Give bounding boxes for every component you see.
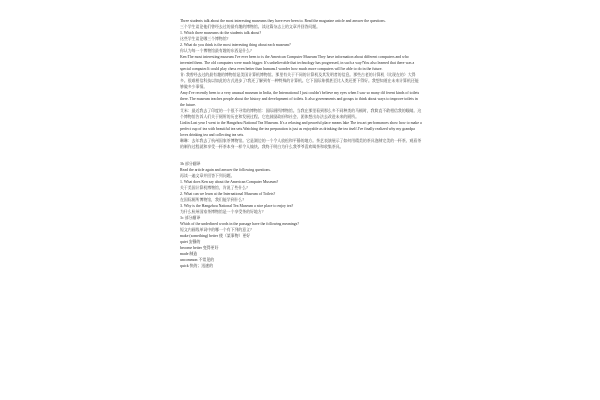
part2-question-3-cn: 为什么杭州国家茶博物馆是一个享受茶的好地方? bbox=[180, 210, 264, 214]
question-2-en: 2. What do you think is the most interesting thing about each museum? bbox=[180, 43, 291, 47]
document-body bbox=[180, 18, 422, 269]
instructions-2-cn: 短文内画线单词中的哪一个有下列的意义? bbox=[180, 228, 252, 232]
part2-question-1-cn: 关于美国计算机博物馆，肯说了些什么? bbox=[180, 186, 248, 190]
amy-paragraph-en: Amy:I've recently been to a very unusual museum in India, the International I just couldn't believe my eyes when I saw so many dif ferent kinds of toilets there. The museum teaches people about the history and development of toilets. It also governments and groups to think about ways to improve toilets in the future. bbox=[180, 91, 420, 107]
question-1-cn: 这些学生谈论哪三个博物馆? bbox=[180, 37, 229, 41]
part2-question-2-cn: 在国际厕所博物馆，我们能学到什么? bbox=[180, 198, 244, 202]
intro-cn: 三个学生谈论他们曾经去过的最有趣的博物馆。读这篇杂志上的文章并回答问题。 bbox=[180, 25, 321, 29]
question-1-en: 1. Which three museums do the students talk about? bbox=[180, 31, 262, 35]
vocab-item: make (something) better 使（某事物）更好 bbox=[180, 234, 251, 238]
section-heading-3b: 3b 部分翻译 bbox=[180, 162, 201, 166]
question-2-cn: 你认为每一个博物馆最有趣的东西是什么? bbox=[180, 49, 252, 53]
amy-paragraph-cn: 艾米：最近我去了印度的一个很不寻常的博物馆：国际厕所博物馆。当我在那里看到那么多不同种类的马桶时，我简直不敢相信我的眼睛。这个博物馆告诉人们关于厕所的历史和发展过程。它也鼓励政府和社会、团体想出办法去改进未来的厕所。 bbox=[180, 109, 422, 119]
vocab-item: made 制造 bbox=[180, 252, 198, 256]
ken-paragraph-cn: 肯: 我曾经去过的最有趣的博物馆是美国计算机博物馆。那里有关于不同的计算机及其发明者的信息。那些古老的计算机（比现在的）大得多。很难相信科技以如此的方式进步了!我还了解到有一种特殊的计算机。它下国际象棋甚至比人类还要下得好。我想知道在未来计算机还能够做多少事情。 bbox=[180, 73, 419, 89]
instructions-2-en: Which of the underlined words in the passage have the following meanings? bbox=[180, 222, 299, 226]
vocab-item: quick 快的；迅速的 bbox=[180, 264, 213, 268]
linlin-paragraph-en: Linlin:Last year I went to the Hangzhou National Tea Museum. It's a relaxing and peaceful place means lake The tea art performances show how to make a perfect cup of tea with beautiful tea sets.Watching the tea preparation is just as enjoyable as drinking the tea itself.I've finally realized why my grandpa loves drinking tea and collecting tea sets. bbox=[180, 121, 422, 137]
intro-en: Three students talk about the most interesting museums they have ever been to. Read the magazine article and answer the questions. bbox=[180, 19, 386, 23]
part2-question-1-en: 1. What does Ken say about the American Computer Museum? bbox=[180, 180, 279, 184]
ken-paragraph-en: Ken:The most interesting museum I've ever been to is the American Computer Museum They have information about different computers and who invented them. The old computers were much bigger. It's unbelievable that technology has progressed, in such a way!You also learned that there was a special computer.It could play chess even better than humans.I wonder how much more computers will be able to do in the future. bbox=[180, 55, 415, 71]
part2-question-3-en: 3. Why is the Hangzhou National Tea Museum a nice place to enjoy tea? bbox=[180, 204, 294, 208]
instructions-cn: 再读一遍文章并回答下列问题。 bbox=[180, 174, 235, 178]
vocab-item: uncommon 不常见的 bbox=[180, 258, 215, 262]
linlin-paragraph-cn: 琳琳：去年我去了杭州国家茶博物馆。它是湖边的一个令人放松和平静的地方。茶艺表演展示了如何用精美的茶具泡制完美的一杯茶。观看茶的制作过程就和享受一杯茶本身一样令人愉快。我终于明白为什么我爷爷喜欢喝茶和收集茶具。 bbox=[180, 139, 422, 149]
instructions-en: Read the article again and answer the following questions. bbox=[180, 168, 271, 172]
vocab-item: become better 变得更好 bbox=[180, 246, 219, 250]
section-gap bbox=[180, 150, 422, 161]
section-heading-3c: 3c 部分翻译 bbox=[180, 216, 201, 220]
part2-question-2-en: 2. What can we learn at the International Museum of Toilets? bbox=[180, 192, 276, 196]
vocab-item: quiet 安静的 bbox=[180, 240, 201, 244]
